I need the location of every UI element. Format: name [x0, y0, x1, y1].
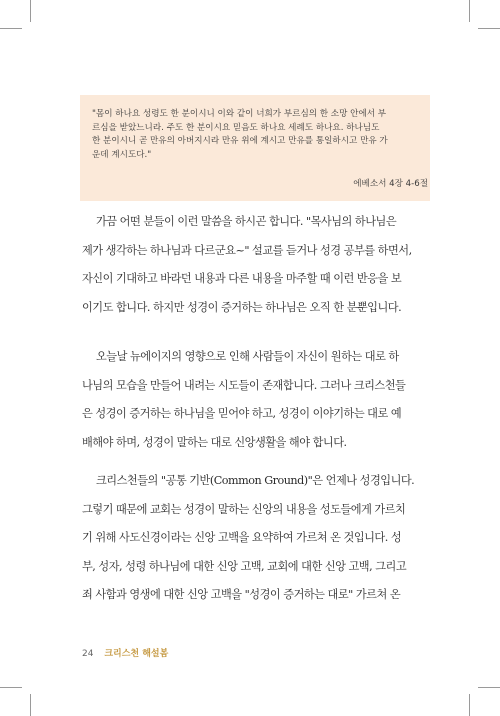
crop-mark [478, 687, 500, 688]
crop-mark [0, 28, 22, 29]
quote-line: 르심을 받았느니라. 주도 한 분이시요 믿음도 하나요 세례도 하나요. 하나님도 [92, 122, 380, 133]
paragraph-line: 크리스천들의 "공통 기반(Common Ground)"은 언제나 성경입니다. [96, 474, 415, 487]
paragraph-line: 자신이 기대하고 바라던 내용과 다른 내용을 마주할 때 이런 반응을 보 [82, 272, 402, 285]
paragraph-line: 제가 생각하는 하나님과 다르군요~" 설교를 듣거나 성경 공부를 하면서, [82, 243, 412, 257]
quote-source: 에베소서 4장 4-6절 [353, 179, 428, 189]
paragraph-line: 기 위해 사도신경이라는 신앙 고백을 요약하여 가르쳐 온 것입니다. 성 [82, 531, 402, 544]
scripture-quote [92, 108, 420, 162]
paragraph-line: 가끔 어떤 분들이 이런 말씀을 하시곤 합니다. "목사님의 하나님은 [96, 215, 397, 228]
paragraph-line: 나님의 모습을 만들어 내려는 시도들이 존재합니다. 그러나 크리스천들 [82, 378, 406, 392]
paragraph-line: 그렇기 때문에 교회는 성경이 말하는 신앙의 내용을 성도들에게 가르치 [82, 502, 406, 516]
crop-mark [30, 694, 31, 716]
book-title: 크리스천 해설봄 [104, 649, 169, 659]
crop-mark [0, 687, 22, 688]
body-paragraph [82, 467, 430, 610]
crop-mark [469, 694, 470, 716]
paragraph-line: 배해야 하며, 성경이 말하는 대로 신앙생활을 해야 합니다. [82, 435, 347, 449]
crop-mark [478, 28, 500, 29]
page-footer [82, 646, 168, 659]
crop-mark [30, 0, 31, 22]
body-paragraph [82, 343, 430, 457]
paragraph-line: 오늘날 뉴에이지의 영향으로 인해 사람들이 자신이 원하는 대로 하 [96, 350, 399, 363]
paragraph-line: 은 성경이 증거하는 하나님을 믿어야 하고, 성경이 이야기하는 대로 예 [82, 407, 402, 420]
quote-line: "몸이 하나요 성령도 한 분이시니 이와 같이 너희가 부르심의 한 소망 안에서 부 [92, 109, 387, 119]
paragraph-line: 부, 성자, 성령 하나님에 대한 신앙 고백, 교회에 대한 신앙 고백, 그리고 [82, 559, 407, 573]
quote-line: 운데 계시도다." [92, 149, 152, 160]
page-number: 24 [82, 649, 94, 659]
paragraph-line: 죄 사함과 영생에 대한 신앙 고백을 "성경이 증거하는 대로" 가르쳐 온 [82, 588, 401, 601]
quote-line: 한 분이시니 곧 만유의 아버지시라 만유 위에 계시고 만유를 통일하시고 만유 가 [92, 136, 388, 147]
body-paragraph [82, 208, 430, 322]
crop-mark [469, 0, 470, 22]
paragraph-line: 이기도 합니다. 하지만 성경이 증거하는 하나님은 오직 한 분뿐입니다. [82, 300, 402, 314]
